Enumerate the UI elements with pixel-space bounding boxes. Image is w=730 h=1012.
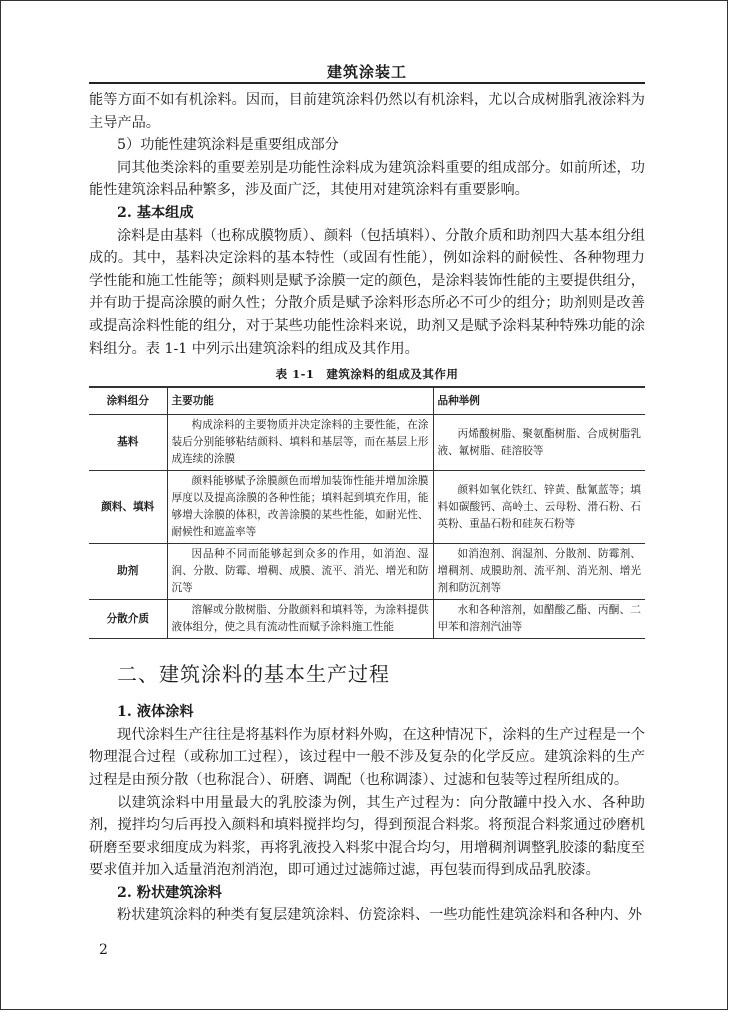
running-head-title: 建筑涂装工 — [326, 63, 407, 81]
paragraph-liquid-1: 现代涂料生产往往是将基料作为原材料外购，在这种情况下，涂料的生产过程是一个物理混合过程（或称加工过程），该过程中一般不涉及复杂的化学反应。建筑涂料的生产过程是由预分散（也称混合）、研磨、调配（也称调漆）、过滤和包装等过程所组成的。 — [89, 726, 645, 788]
table-row — [89, 600, 645, 639]
table-header-function: 主要功能 — [167, 387, 433, 415]
cell-examples: 如消泡剂、润湿剂、分散剂、防霉剂、增稠剂、成膜助剂、流平剂、消光剂、增光剂和防沉剂等 — [433, 544, 645, 600]
cell-examples: 水和各种溶剂，如醋酸乙酯、丙酮、二甲苯和溶剂汽油等 — [433, 600, 645, 639]
table-row — [89, 544, 645, 600]
table-row — [89, 471, 645, 544]
paragraph-continuation: 能等方面不如有机涂料。因而，目前建筑涂料仍然以有机涂料，尤以合成树脂乳液涂料为主导产品。 — [89, 92, 645, 131]
cell-function: 因品种不同而能够起到众多的作用，如消泡、湿润、分散、防霉、增稠、成膜、流平、消光、增光和防沉等 — [167, 544, 433, 600]
subheading-liquid: 1. 液体涂料 — [117, 704, 194, 721]
page-number: 2 — [99, 942, 108, 959]
cell-component: 颜料、填料 — [89, 471, 167, 544]
table-row — [89, 415, 645, 471]
section-title: 二、建筑涂料的基本生产过程 — [117, 662, 390, 687]
header-rule — [89, 82, 645, 84]
cell-examples: 丙烯酸树脂、聚氨酯树脂、合成树脂乳液、氟树脂、硅溶胶等 — [433, 415, 645, 471]
paragraph-liquid-2: 以建筑涂料中用量最大的乳胶漆为例，其生产过程为：向分散罐中投入水、各种助剂，搅拌均匀后再投入颜料和填料搅拌均匀，得到预混合料浆。将预混合料浆通过砂磨机研磨至要求细度成为料浆，再将乳液投入料浆中混合均匀，用增稠剂调整乳胶漆的黏度至要求值并加入适量消泡剂消泡，即可通过过滤筛过滤，再包装而得到成品乳胶漆。 — [89, 794, 645, 879]
paragraph-functional: 同其他类涂料的重要差别是功能性涂料成为建筑涂料重要的组成部分。如前所述，功能性建筑涂料品种繁多，涉及面广泛，其使用对建筑涂料有重要影响。 — [89, 159, 645, 199]
paragraph-composition: 涂料是由基料（也称成膜物质）、颜料（包括填料）、分散介质和助剂四大基本组分组成的。其中，基料决定涂料的基本特性（或固有性能），例如涂料的耐候性、各种物理力学性能和施工性能等；颜料则是赋予涂膜一定的颜色，是涂料装饰性能的主要提供组分，并有助于提高涂膜的耐久性；分散介质是赋予涂料形态所必不可少的组分；助剂则是改善或提高涂料性能的组分，对于某些功能性涂料来说，助剂又是赋予涂料某种特殊功能的涂料组分。表 1-1 中列示出建筑涂料的组成及其作用。 — [89, 227, 645, 357]
cell-examples: 颜料如氧化铁红、锌黄、酞氰蓝等；填料如碳酸钙、高岭土、云母粉、滑石粉、石英粉、重晶石粉和硅灰石粉等 — [433, 471, 645, 544]
table-header-examples: 品种举例 — [433, 387, 645, 415]
cell-function: 构成涂料的主要物质并决定涂料的主要性能，在涂装后分别能够粘结颜料、填料和基层等，而在基层上形成连续的涂膜 — [167, 415, 433, 471]
body-text — [89, 89, 645, 927]
paragraph-powder: 粉状建筑涂料的种类有复层建筑涂料、仿瓷涂料、一些功能性建筑涂料和各种内、外 — [117, 907, 642, 924]
composition-table — [89, 386, 645, 639]
table-header-component: 涂料组分 — [89, 387, 167, 415]
cell-component: 助剂 — [89, 544, 167, 600]
cell-function: 颜料能够赋予涂膜颜色而增加装饰性能并增加涂膜厚度以及提高涂膜的各种性能；填料起到填充作用，能够增大涂膜的体积，改善涂膜的某些性能，如耐光性、耐候性和遮盖率等 — [167, 471, 433, 544]
subheading-composition: 2. 基本组成 — [117, 204, 194, 221]
table-header-row — [89, 387, 645, 415]
cell-component: 基料 — [89, 415, 167, 471]
cell-component: 分散介质 — [89, 600, 167, 639]
subheading-powder: 2. 粉状建筑涂料 — [117, 884, 222, 901]
list-item-5: 5）功能性建筑涂料是重要组成部分 — [117, 137, 339, 154]
table-caption: 表 1-1 建筑涂料的组成及其作用 — [275, 367, 459, 382]
cell-function: 溶解或分散树脂、分散颜料和填料等，为涂料提供液体组分，使之具有流动性而赋予涂料施工性能 — [167, 600, 433, 639]
